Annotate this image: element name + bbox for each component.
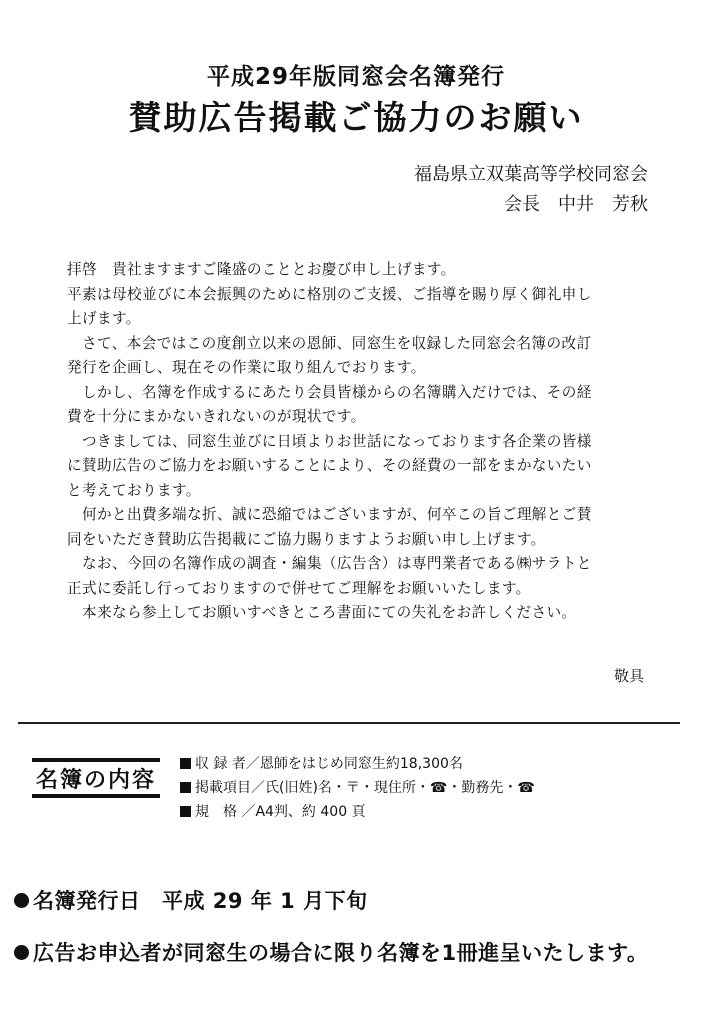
letter-line: なお、今回の名簿作成の調査・編集（広告含）は専門業者である㈱サラトと [67, 555, 592, 572]
square-bullet-icon [180, 758, 191, 769]
directory-contents-list [180, 752, 535, 824]
offer-text: 広告お申込者が同窓生の場合に限り名簿を1冊進呈いたします。 [33, 941, 649, 965]
letter-line: 拝啓 貴社ますますご隆盛のこととお慶び申し上げます。 [67, 261, 456, 278]
list-item-text: 規 格 ／A4判、約 400 頁 [195, 804, 366, 820]
list-item [180, 776, 535, 800]
document-subtitle: 平成29年版同窓会名簿発行 [206, 64, 505, 90]
letter-line: しかし、名簿を作成するにあたり会員皆様からの名簿購入だけでは、その経 [67, 383, 592, 401]
list-item [180, 752, 535, 776]
letter-line: 上げます。 [67, 310, 141, 327]
issue-date-text: 名簿発行日 平成 29 年 1 月下旬 [33, 889, 368, 913]
president-name: 会長 中井 芳秋 [504, 194, 648, 215]
offer-announcement [14, 937, 648, 967]
document-title: 賛助広告掲載ご協力のお願い [128, 98, 584, 137]
letter-line: さて、本会ではこの度創立以来の恩師、同窓生を収録した同窓会名簿の改訂 [67, 334, 592, 352]
list-item-text: 収 録 者／恩師をはじめ同窓生約18,300名 [195, 756, 463, 772]
issue-date-announcement [14, 885, 368, 915]
square-bullet-icon [180, 806, 191, 817]
letter-line: 費を十分にまかないきれないのが現状です。 [67, 408, 366, 425]
organization-name: 福島県立双葉高等学校同窓会 [414, 164, 648, 185]
letter-line: つきましては、同窓生並びに日頃よりお世話になっております各企業の皆様 [67, 432, 592, 450]
directory-contents-box [32, 758, 160, 798]
letter-line: 本来なら参上してお願いすべきところ書面にての失礼をお許しください。 [67, 604, 577, 621]
letter-line: 正式に委託し行っておりますので併せてご理解をお願いいたします。 [67, 579, 531, 597]
letter-line: と考えております。 [67, 481, 201, 499]
letter-closing: 敬具 [613, 667, 644, 685]
letter-line: 発行を企画し、現在その作業に取り組んでおります。 [67, 359, 426, 376]
section-divider [18, 722, 680, 724]
directory-contents-label: 名簿の内容 [35, 767, 156, 793]
round-bullet-icon [14, 945, 29, 960]
letter-line: に賛助広告のご協力をお願いすることにより、その経費の一部をまかないたい [67, 457, 592, 474]
letter-line: 平素は母校並びに本会振興のために格別のご支援、ご指導を賜り厚く御礼申し [67, 285, 592, 303]
letter-line: 同をいただき賛助広告掲載にご協力賜りますようお願い申し上げます。 [67, 530, 546, 548]
round-bullet-icon [14, 893, 29, 908]
letter-body [67, 258, 647, 626]
list-item [180, 800, 535, 824]
list-item-text: 掲載項目／氏(旧姓)名・〒・現住所・☎・勤務先・☎ [195, 780, 535, 796]
square-bullet-icon [180, 782, 191, 793]
letter-line: 何かと出費多端な折、誠に恐縮ではございますが、何卒この旨ご理解とご賛 [67, 506, 592, 523]
